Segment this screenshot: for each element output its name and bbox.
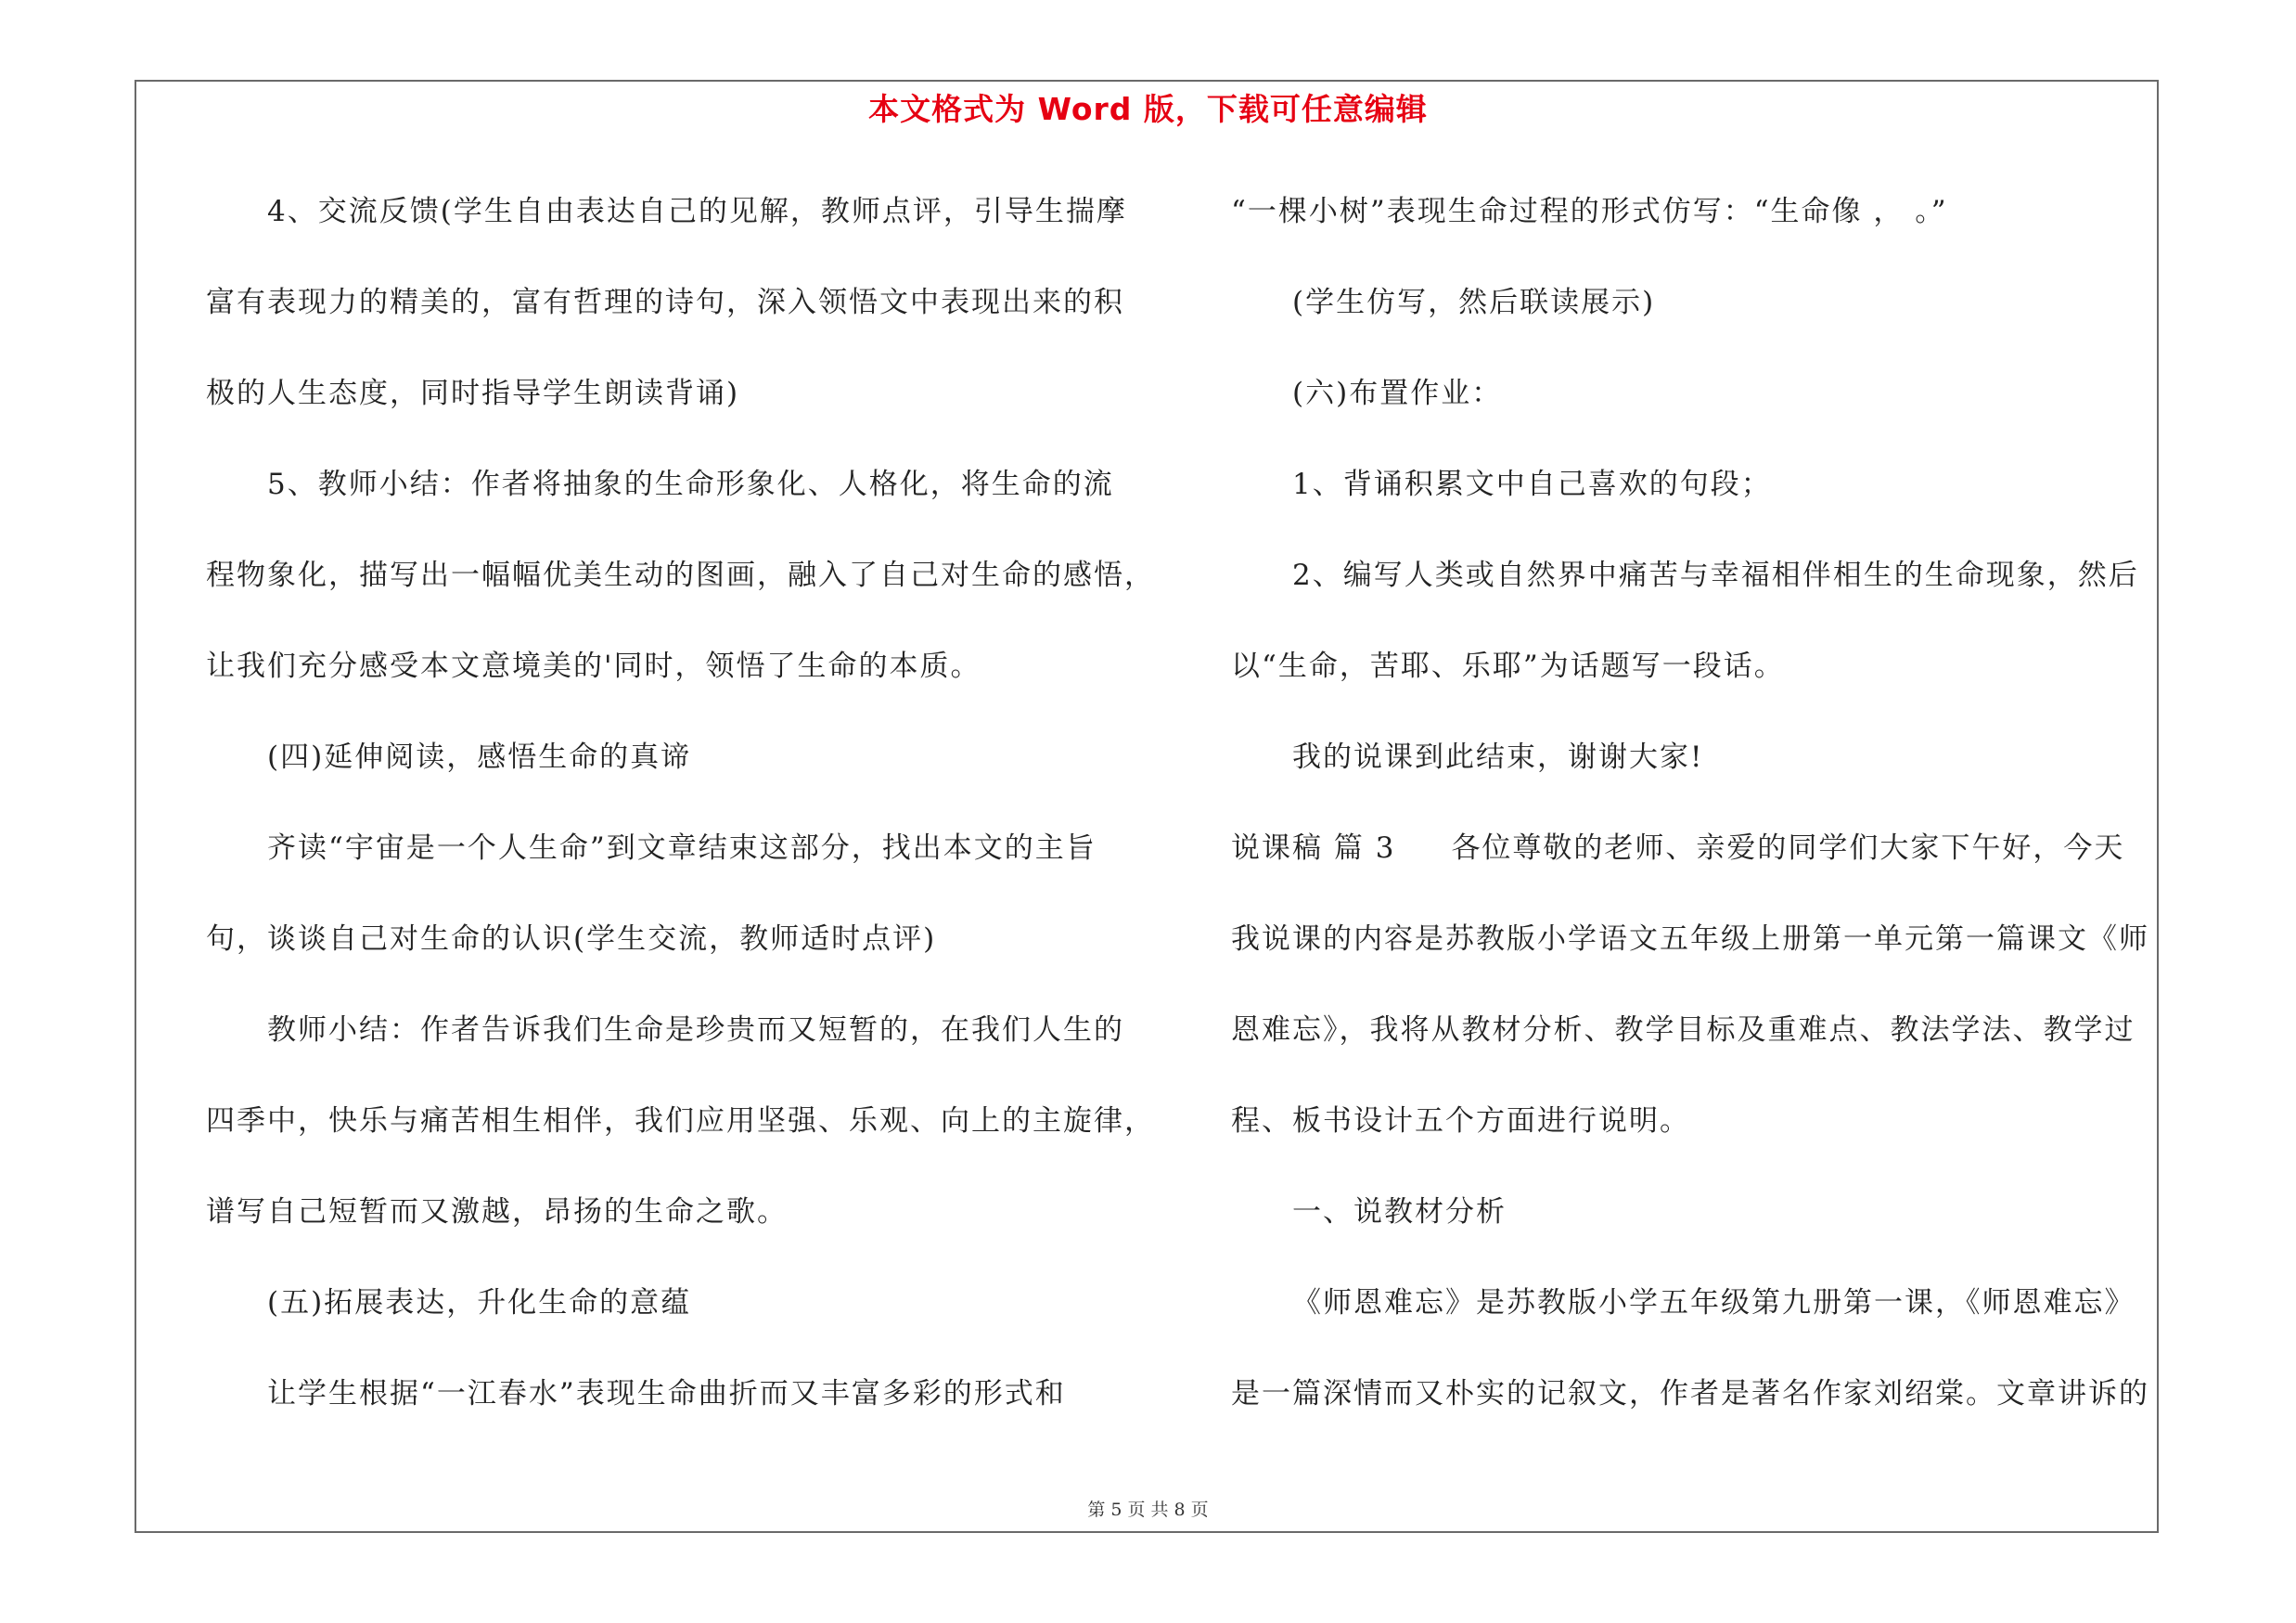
page-number-footer: 第 5 页 共 8 页	[1087, 1500, 1209, 1520]
paragraph-line: 《师恩难忘》是苏教版小学五年级第九册第一课，《师恩难忘》	[1292, 1286, 2136, 1320]
paragraph-line: 我的说课到此结束，谢谢大家!	[1292, 741, 1704, 774]
paragraph-line: 程物象化，描写出一幅幅优美生动的图画，融入了自己对生命的感悟，	[206, 559, 1155, 592]
paragraph-line: 4、交流反馈(学生自由表达自己的见解，教师点评，引导生揣摩	[267, 195, 1127, 228]
paragraph-line: 教师小结：作者告诉我们生命是珍贵而又短暂的，在我们人生的	[267, 1013, 1124, 1047]
section-heading-one: 一、说教材分析	[1292, 1195, 1507, 1229]
paragraph-line: 齐读“宇宙是一个人生命”到文章结束这部分，找出本文的主旨	[267, 831, 1097, 865]
paragraph-line: 让学生根据“一江春水”表现生命曲折而又丰富多彩的形式和	[267, 1377, 1066, 1410]
paragraph-line: 恩难忘》，我将从教材分析、教学目标及重难点、教法学法、教学过	[1231, 1013, 2136, 1047]
header-banner: 本文格式为 Word 版，下载可任意编辑	[868, 91, 1428, 127]
paragraph-line: 1、背诵积累文中自己喜欢的句段；	[1292, 468, 1772, 501]
section-heading-six: (六)布置作业：	[1292, 377, 1503, 410]
paragraph-line: (学生仿写，然后联读展示)	[1292, 286, 1656, 319]
left-column	[206, 182, 1155, 1455]
paragraph-line: 句，谈谈自己对生命的认识(学生交流，教师适时点评)	[206, 922, 937, 956]
paragraph-line: 谱写自己短暂而又激越，昂扬的生命之歌。	[206, 1195, 788, 1229]
paragraph-line: “一棵小树”表现生命过程的形式仿写：“生命像 ， 。”	[1231, 195, 1948, 228]
paragraph-line: 5、教师小结：作者将抽象的生命形象化、人格化，将生命的流	[267, 468, 1114, 501]
paragraph-line: 富有表现力的精美的，富有哲理的诗句，深入领悟文中表现出来的积	[206, 286, 1124, 319]
section-heading-line	[1231, 818, 2159, 909]
paragraph-line: 2、编写人类或自然界中痛苦与幸福相伴相生的生命现象，然后	[1292, 559, 2139, 592]
paragraph-line: 四季中，快乐与痛苦相生相伴，我们应用坚强、乐观、向上的主旋律，	[206, 1104, 1155, 1138]
paragraph-line: 程、板书设计五个方面进行说明。	[1231, 1104, 1690, 1138]
paragraph-line: 是一篇深情而又朴实的记叙文，作者是著名作家刘绍棠。文章讲诉的	[1231, 1377, 2149, 1410]
paragraph-line: 让我们充分感受本文意境美的'同时，领悟了生命的本质。	[206, 650, 981, 683]
section-heading-label: 说课稿 篇 3	[1231, 831, 1396, 865]
right-column	[1231, 182, 2159, 1455]
paragraph-line: 我说课的内容是苏教版小学语文五年级上册第一单元第一篇课文《师	[1231, 922, 2149, 956]
paragraph-line: 以“生命，苦耶、乐耶”为话题写一段话。	[1231, 650, 1785, 683]
section-heading-text: 各位尊敬的老师、亲爱的同学们大家下午好，今天	[1451, 831, 2125, 865]
paragraph-line: 极的人生态度，同时指导学生朗读背诵)	[206, 377, 740, 410]
section-heading-four: (四)延伸阅读，感悟生命的真谛	[267, 741, 692, 774]
section-heading-five: (五)拓展表达，升化生命的意蕴	[267, 1286, 692, 1320]
